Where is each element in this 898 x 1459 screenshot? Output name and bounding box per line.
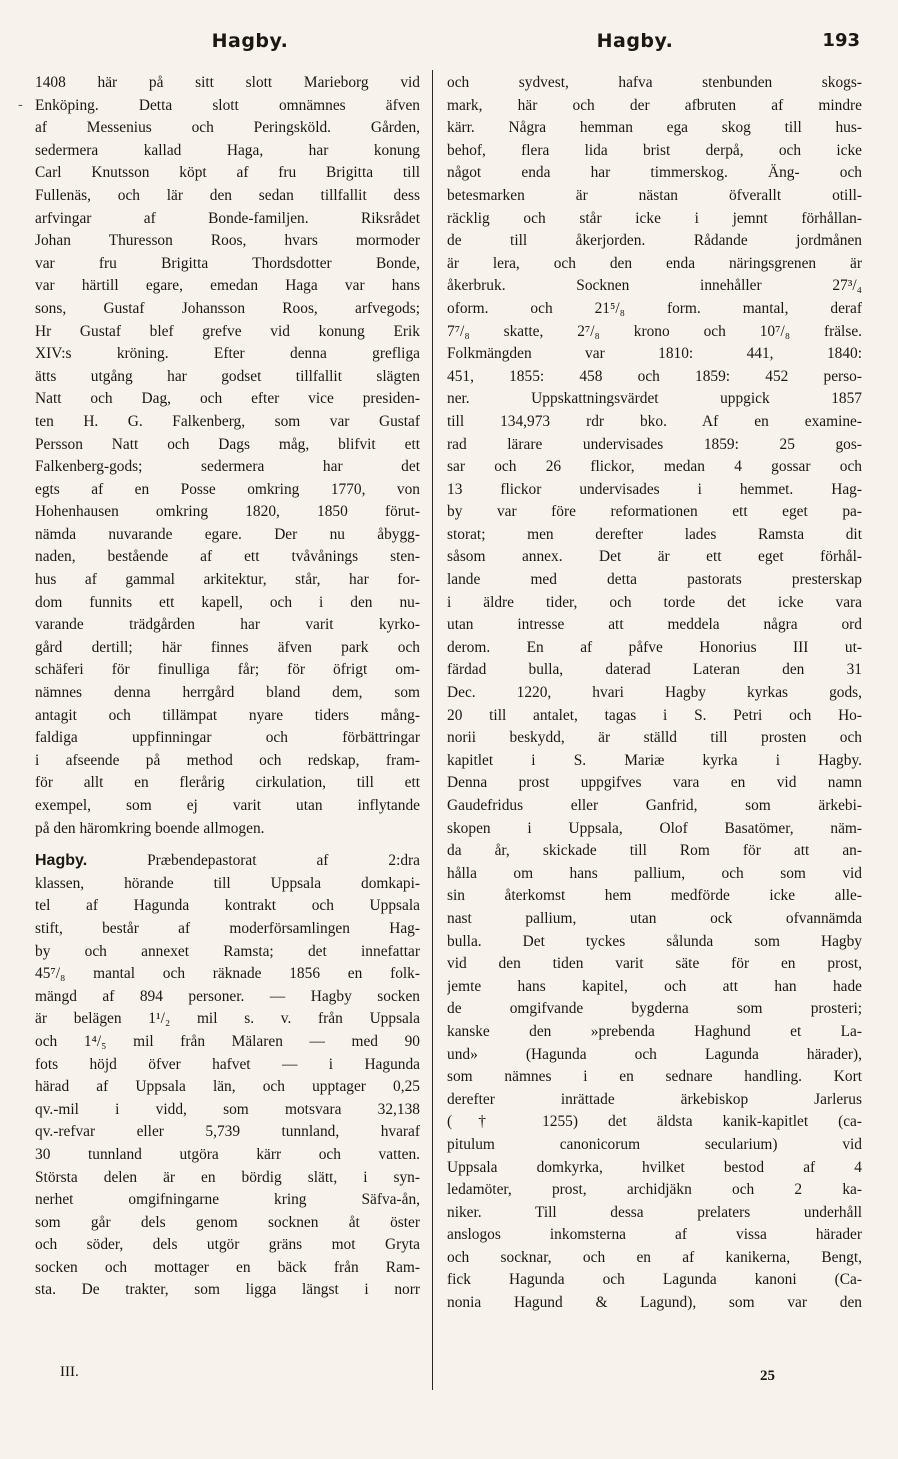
text-line: åkerbruk. Socknen innehåller 27³/₄ [447, 277, 862, 295]
text-line: härad af Uppsala län, och upptager 0,25 [35, 1078, 420, 1096]
text-line: mängd af 894 personer. — Hagby socken [35, 987, 420, 1005]
text-line: nonia Hagund & Lagund), som var den [447, 1294, 862, 1312]
text-line: är lera, och den enda näringsgrenen är [447, 254, 862, 272]
text-line: nämda nuvarande egare. Der nu åbygg- [35, 525, 420, 543]
text-line: 30 tunnland utgöra kärr och vatten. [35, 1145, 420, 1163]
text-line: Persson Natt och Dags måg, blifvit ett [35, 435, 420, 453]
text-line: naden, bestående af ett tvåvånings sten- [35, 548, 420, 566]
text-line: 45⁷/₈ mantal och räknade 1856 en folk- [35, 965, 420, 983]
text-line: und» (Hagunda och Lagunda härader), [447, 1045, 862, 1063]
text-line: och söder, dels utgör gräns mot Gryta [35, 1236, 420, 1254]
text-line: da år, skickade till Rom för att an- [447, 842, 862, 860]
text-line: Folkmängden var 1810: 441, 1840: [447, 345, 862, 363]
text-line: lande med detta pastorats presterskap [447, 571, 862, 589]
right-paragraph [447, 72, 862, 1315]
text-line: sin återkomst hem medförde icke alle- [447, 887, 862, 905]
text-line: de omgifvande bygderna som prosteri; [447, 1000, 862, 1018]
text-line: Enköping. Detta slott omnämnes äfven [35, 96, 420, 114]
text-line: tel af Hagunda kontrakt och Uppsala [35, 897, 420, 915]
text-line: nämnes denna herrgård bland dem, som [35, 684, 420, 702]
text-line: sons, Gustaf Johansson Roos, arfvegods; [35, 299, 420, 317]
text-line: norii beskydd, är ställd till prosten och [447, 729, 862, 747]
text-line: jemte hans kapitel, och att han hade [447, 977, 862, 995]
text-line: varande trädgården har varit kyrko- [35, 616, 420, 634]
signature-mark-right: 25 [760, 1368, 775, 1384]
text-line: storat; men derefter lades Ramsta dit [447, 525, 862, 543]
text-line: stift, består af moderförsamlingen Hag- [35, 919, 420, 937]
text-line: räcklig och står icke i jemnt förhållan- [447, 209, 862, 227]
text-line: socken och mottager en bäck från Ram- [35, 1258, 420, 1276]
text-line: qv.-refvar eller 5,739 tunnland, hvaraf [35, 1123, 420, 1141]
text-line: Största delen är en bördig slätt, i syn- [35, 1168, 420, 1186]
text-line: klassen, hörande till Uppsala domkapi- [35, 874, 420, 892]
right-column [447, 72, 862, 1315]
text-line: by och annexet Ramsta; det innefattar [35, 942, 420, 960]
text-line: behof, flera lida brist derpå, och icke [447, 141, 862, 159]
text-line: ner. Uppskattningsvärdet uppgick 1857 [447, 390, 862, 408]
text-line: bulla. Det tyckes sålunda som Hagby [447, 932, 862, 950]
text-line: 451, 1855: 458 och 1859: 452 perso- [447, 367, 862, 385]
text-line: antagit och tillämpat nyare tiders mång- [35, 706, 420, 724]
text-line: niker. Till dessa prelaters underhåll [447, 1203, 862, 1221]
text-line: såsom annex. Det är ett eget förhål- [447, 548, 862, 566]
text-line: de till åkerjorden. Rådande jordmånen [447, 232, 862, 250]
text-line: och 1⁴/₅ mil från Mälaren — med 90 [35, 1032, 420, 1050]
text-line: och socknar, och en af kanikerna, Bengt, [447, 1248, 862, 1266]
text-line: Falkenberg-gods; sedermera har det [35, 458, 420, 476]
text-line: gård dertill; här finnes äfven park och [35, 638, 420, 656]
text-line: rad lärare undervisades 1859: 25 gos- [447, 435, 862, 453]
text-line: Fullenäs, och lär den sedan tillfallit dess [35, 186, 420, 204]
text-line: Natt och Dag, och efter vice presiden- [35, 390, 420, 408]
left-column [35, 72, 420, 1302]
text-line: betesmarken är nästan öfverallt otill- [447, 186, 862, 204]
text-line: var fru Brigitta Thordsdotter Bonde, [35, 254, 420, 272]
text-line: Hr Gustaf blef grefve vid konung Erik [35, 322, 420, 340]
text-line: Denna prost uppgifves vara en vid namn [447, 774, 862, 792]
text-line: kanske den »prebenda Haghund et La- [447, 1022, 862, 1040]
text-line: på den häromkring boende allmogen. [35, 819, 265, 837]
text-line: nast pallium, utan ock ofvannämda [447, 909, 862, 927]
text-line: sedermera kallad Haga, har konung [35, 141, 420, 159]
running-head-right: Hagby. [596, 30, 674, 52]
text-line: af Messenius och Peringsköld. Gården, [35, 119, 420, 137]
text-line: utan intresse att meddela några ord [447, 616, 862, 634]
text-line: ten H. G. Falkenberg, som var Gustaf [35, 412, 420, 430]
text-line: färdad bulla, daterad Lateran den 31 [447, 661, 862, 679]
left-paragraph-1 [35, 72, 420, 840]
text-line: 20 till antalet, tagas i S. Petri och Ho- [447, 706, 862, 724]
text-line: var härtill egare, emedan Haga var hans [35, 277, 420, 295]
text-line: ledamöter, prost, archidjäkn och 2 ka- [447, 1181, 862, 1199]
text-line: är belägen 1¹/₂ mil s. v. från Uppsala [35, 1010, 420, 1028]
text-line: skopen i Uppsala, Olof Basatömer, näm- [447, 819, 862, 837]
text-line: sta. De trakter, som ligga längst i norr [35, 1281, 420, 1299]
text-line: i äldre tider, och torde det icke vara [447, 593, 862, 611]
text-line: fots höjd öfver hafvet — i Hagunda [35, 1055, 420, 1073]
text-line: Johan Thuresson Roos, hvars mormoder [35, 232, 420, 250]
text-line: Gaudefridus eller Ganfrid, som ärkebi- [447, 797, 862, 814]
text-line: för allt en flerårig cirkulation, till ett [35, 774, 420, 792]
entry-heading-continuation: Præbendepastorat af 2:dra [87, 852, 420, 870]
text-line: Dec. 1220, hvari Hagby kyrkas gods, [447, 684, 862, 702]
text-line: vid den tiden varit säte för en prost, [447, 955, 862, 973]
text-line: kärr. Några hemman ega skog till hus- [447, 119, 862, 137]
text-line: som går dels genom socknen åt öster [35, 1213, 420, 1231]
text-line: derefter inrättade ärkebiskop Jarlerus [447, 1090, 862, 1108]
paragraph-2-first-line [35, 850, 420, 873]
text-line: oform. och 21⁵/₈ form. mantal, deraf [447, 299, 862, 317]
page-number: 193 [822, 30, 860, 51]
text-line: by var före reformationen ett eget pa- [447, 503, 862, 521]
text-line: dom funnits ett kapell, och i den nu- [35, 593, 420, 611]
text-line: arfvingar af Bonde-familjen. Riksrådet [35, 209, 420, 227]
text-line: i afseende på method och redskap, fram- [35, 751, 420, 769]
text-line: sar och 26 flickor, medan 4 gossar och [447, 458, 862, 476]
text-line: faldiga uppfinningar och förbättringar [35, 729, 420, 747]
text-line: Carl Knutsson köpt af fru Brigitta till [35, 164, 420, 182]
text-line: 13 flickor undervisades i hemmet. Hag- [447, 480, 862, 498]
text-line: anslogos inkomsterna af vissa härader [447, 1226, 862, 1244]
signature-mark-left: III. [60, 1364, 79, 1380]
text-line: och sydvest, hafva stenbunden skogs- [447, 74, 862, 91]
text-line: 1408 här på sitt slott Marieborg vid [35, 74, 420, 91]
column-divider [432, 70, 433, 1390]
text-line: som nämnes i en sednare handling. Kort [447, 1068, 862, 1086]
text-line: kapitlet i S. Mariæ kyrka i Hagby. [447, 751, 862, 769]
text-line: schäferi för finulliga får; för öfrigt om- [35, 661, 420, 679]
text-line: fick Hagunda och Lagunda kanoni (Ca- [447, 1271, 862, 1289]
margin-mark: - [18, 97, 23, 113]
text-line: till 134,973 rdr bko. Af en examine- [447, 412, 862, 430]
text-line: XIV:s kröning. Efter denna grefliga [35, 345, 420, 363]
text-line: († 1255) det äldsta kanik-kapitlet (ca- [447, 1113, 862, 1131]
entry-heading: Hagby. [35, 852, 88, 870]
text-line: qv.-mil i vidd, som motsvara 32,138 [35, 1100, 420, 1118]
text-line: ätts utgång har godset tillfallit slägten [35, 367, 420, 385]
text-line: derom. En af påfve Honorius III ut- [447, 638, 862, 656]
text-line: Uppsala domkyrka, hvilket bestod af 4 [447, 1158, 862, 1176]
text-line: något enda har timmerskog. Äng- och [447, 164, 862, 182]
text-line: hålla om hans pallium, och som vid [447, 864, 862, 882]
text-line: pitulum canonicorum secularium) vid [447, 1135, 862, 1153]
text-line: Hohenhausen omkring 1820, 1850 förut- [35, 503, 420, 521]
text-line: nerhet omgifningarne kring Säfva-ån, [35, 1191, 420, 1209]
text-line: 7⁷/₈ skatte, 2⁷/₈ krono och 10⁷/₈ frälse. [447, 322, 862, 340]
text-line: egts af en Posse omkring 1770, von [35, 480, 420, 498]
left-paragraph-2 [35, 850, 420, 1302]
text-line: mark, här och der afbruten af mindre [447, 96, 862, 114]
text-line: hus af gammal arkitektur, står, har for- [35, 571, 420, 589]
text-line: exempel, som ej varit utan inflytande [35, 797, 420, 814]
running-head-left: Hagby. [211, 30, 289, 52]
